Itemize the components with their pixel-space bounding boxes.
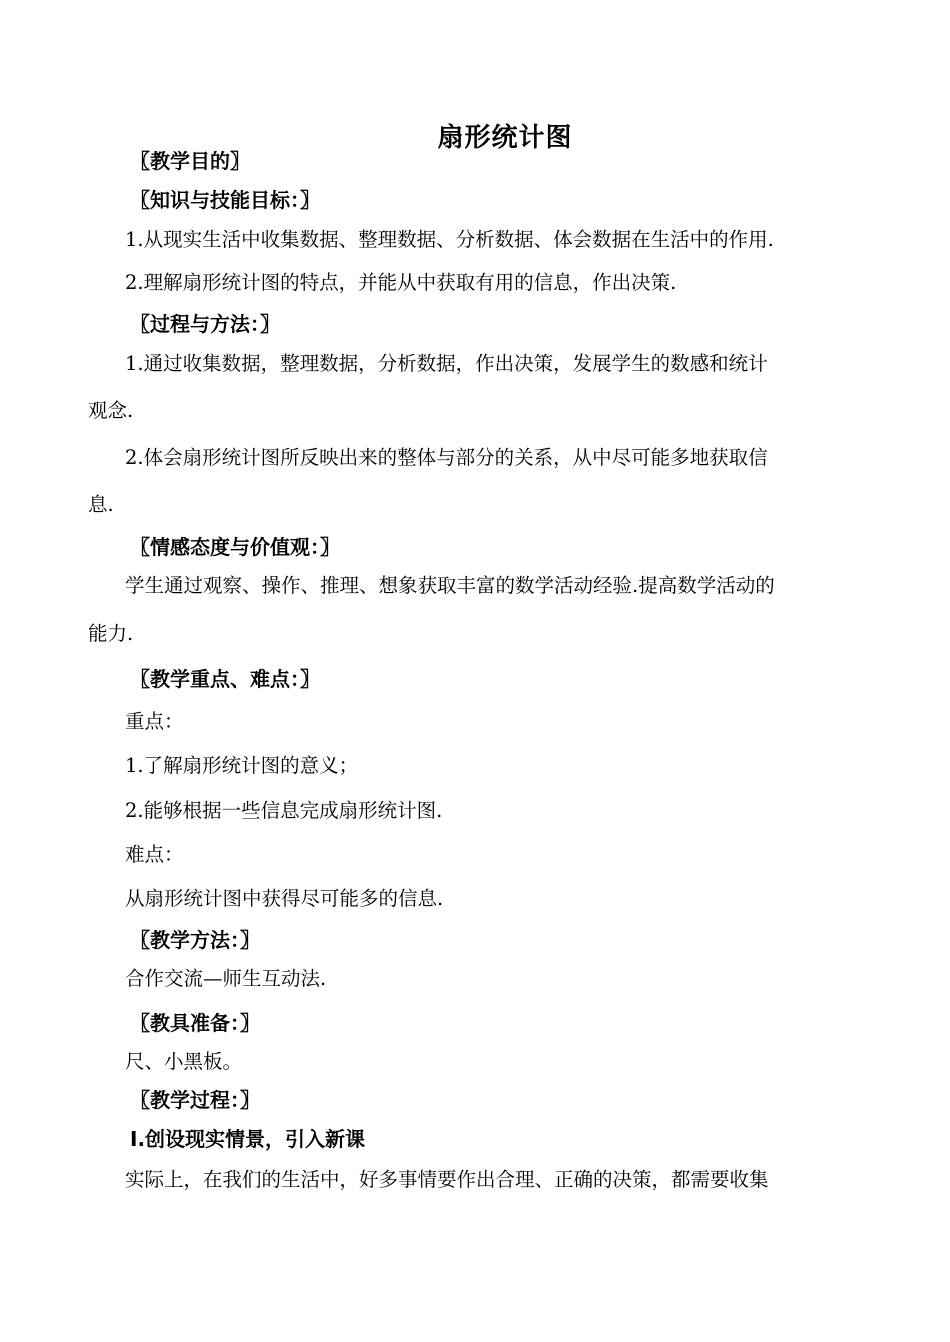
section-heading-knowledge-skills: 〖知识与技能目标：〗 bbox=[130, 188, 320, 212]
paragraph-line: 从扇形统计图中获得尽可能多的信息. bbox=[125, 887, 444, 910]
paragraph-line: 学生通过观察、操作、推理、想象获取丰富的数学活动经验.提高数学活动的 bbox=[125, 574, 775, 597]
paragraph-line: 能力. bbox=[88, 622, 134, 645]
section-heading-emotion-values: 〖情感态度与价值观：〗 bbox=[130, 535, 340, 559]
section-heading-teaching-aids: 〖教具准备：〗 bbox=[130, 1011, 260, 1035]
page-title: 扇形统计图 bbox=[437, 123, 573, 153]
paragraph-line: 合作交流—师生互动法. bbox=[125, 967, 327, 990]
paragraph-line: 息. bbox=[88, 493, 114, 516]
section-heading-teaching-method: 〖教学方法：〗 bbox=[130, 928, 260, 952]
paragraph-line: 2.理解扇形统计图的特点，并能从中获取有用的信息，作出决策. bbox=[125, 271, 677, 294]
section-heading-teaching-process: 〖教学过程：〗 bbox=[130, 1088, 260, 1112]
paragraph-line: 观念. bbox=[88, 399, 134, 422]
paragraph-line: 实际上，在我们的生活中，好多事情要作出合理、正确的决策，都需要收集 bbox=[125, 1168, 769, 1191]
paragraph-line: 尺、小黑板。 bbox=[125, 1050, 243, 1073]
paragraph-line: 1.从现实生活中收集数据、整理数据、分析数据、体会数据在生活中的作用. bbox=[125, 228, 774, 251]
paragraph-line: 2.体会扇形统计图所反映出来的整体与部分的关系，从中尽可能多地获取信 bbox=[125, 446, 768, 469]
subsection-heading-introduction: Ⅰ.创设现实情景，引入新课 bbox=[130, 1127, 366, 1151]
paragraph-line: 2.能够根据一些信息完成扇形统计图. bbox=[125, 799, 443, 822]
paragraph-line: 1.通过收集数据，整理数据，分析数据，作出决策，发展学生的数感和统计 bbox=[125, 352, 768, 375]
section-heading-teaching-purpose: 〖教学目的〗 bbox=[130, 149, 250, 173]
paragraph-line: 1.了解扇形统计图的意义； bbox=[125, 754, 359, 777]
paragraph-line: 重点： bbox=[125, 710, 184, 733]
section-heading-process-method: 〖过程与方法：〗 bbox=[130, 312, 280, 336]
paragraph-line: 难点： bbox=[125, 843, 184, 866]
section-heading-key-difficult-points: 〖教学重点、难点：〗 bbox=[130, 667, 320, 691]
